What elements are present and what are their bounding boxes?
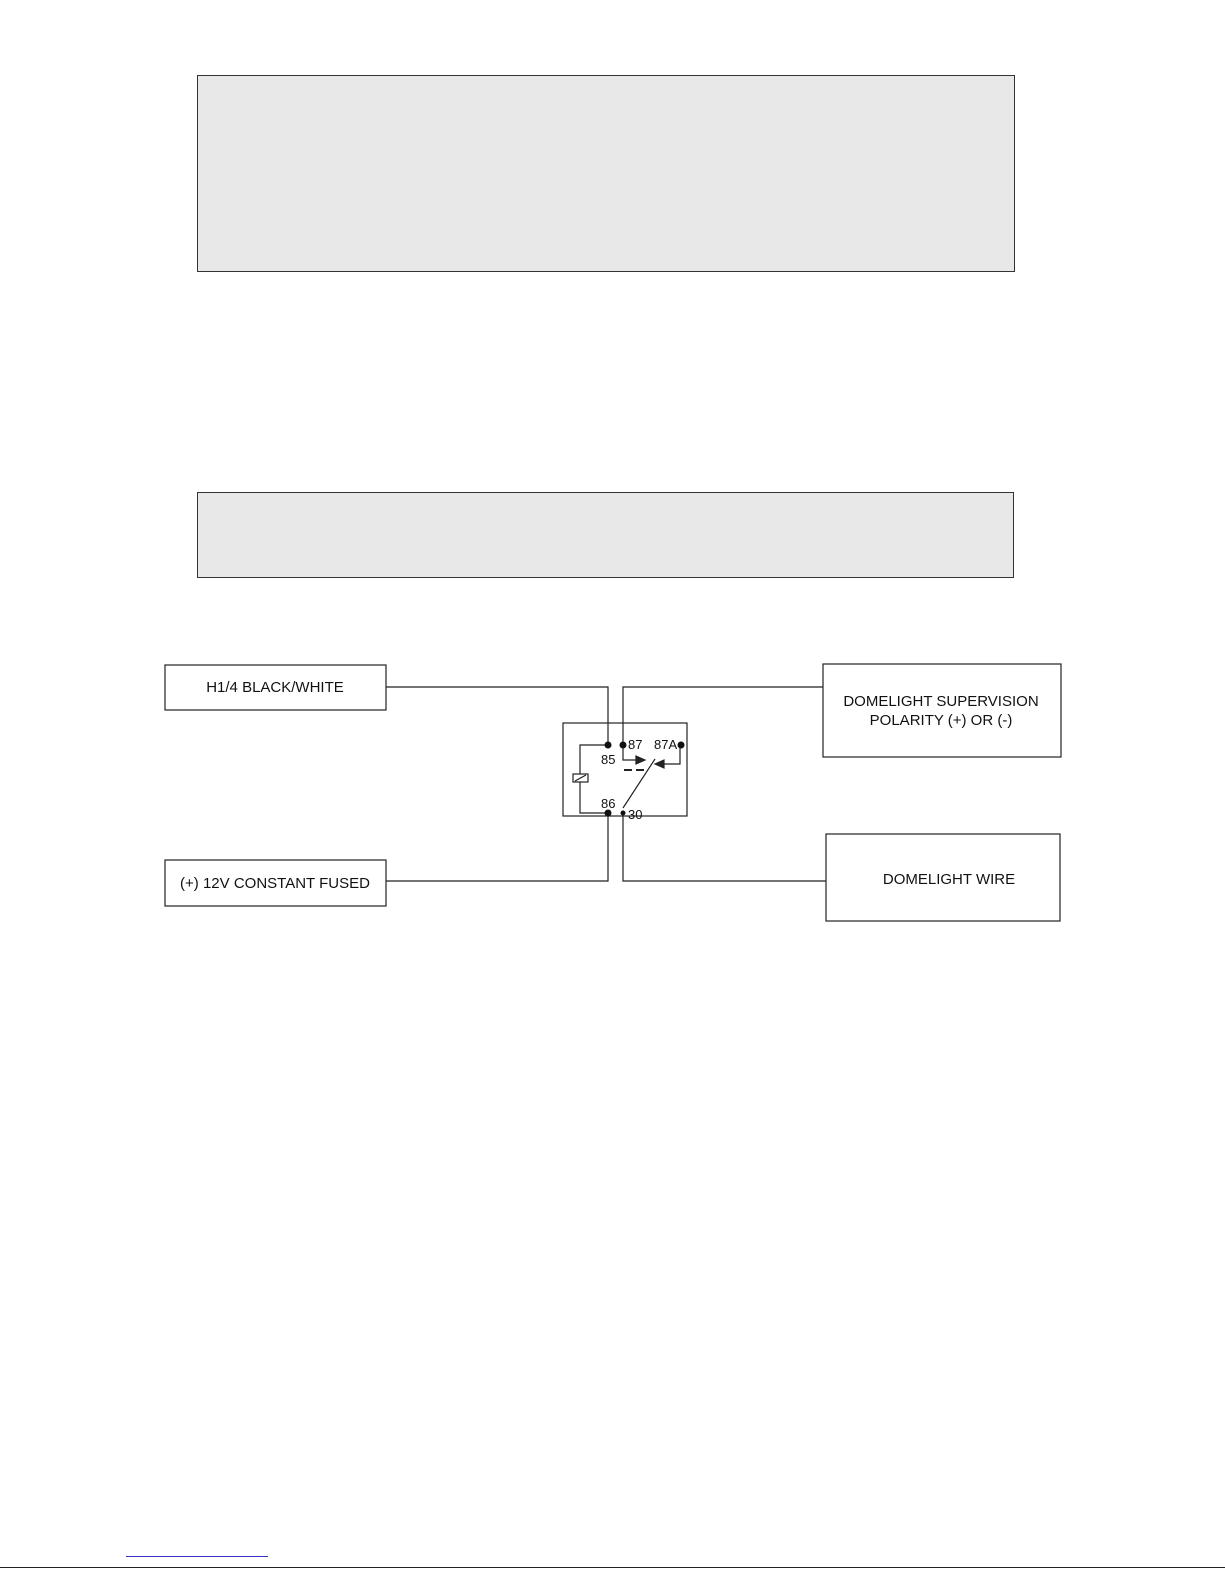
domelight-supervision-label-line1: DOMELIGHT SUPERVISION <box>843 693 1039 710</box>
domelight-wire-box <box>826 834 1060 921</box>
wire-trigger-to-85 <box>386 687 608 743</box>
relay-87a-arrow <box>655 760 664 768</box>
wire-power-to-86 <box>386 813 608 881</box>
power-input-label: (+) 12V CONSTANT FUSED <box>180 875 370 892</box>
wires <box>386 687 826 881</box>
relay-87-arrow <box>636 756 645 764</box>
pin-label-30: 30 <box>628 807 643 822</box>
wire-87-to-supervision <box>623 687 823 743</box>
footnote-link-underline[interactable] <box>126 1556 268 1557</box>
terminal-85-dot <box>605 742 612 749</box>
terminal-87-dot <box>620 742 627 749</box>
relay-terminals <box>605 742 685 817</box>
terminal-87a-dot <box>678 742 685 749</box>
footer-divider <box>0 1567 1225 1568</box>
pin-label-86: 86 <box>601 796 616 811</box>
relay-switch-arm <box>623 759 655 808</box>
terminal-30-dot <box>621 811 626 816</box>
domelight-supervision-box <box>823 664 1061 757</box>
domelight-wire-label: DOMELIGHT WIRE <box>882 871 1016 888</box>
pin-label-87: 87 <box>628 737 643 752</box>
domelight-supervision-label-line2: POLARITY (+) OR (-) <box>869 712 1013 729</box>
trigger-input-box <box>165 665 386 710</box>
pin-label-87a: 87A <box>654 737 678 752</box>
trigger-input-label: H1/4 BLACK/WHITE <box>206 679 344 696</box>
power-input-box <box>165 860 386 906</box>
wire-30-to-domelight <box>623 813 826 881</box>
pin-label-85: 85 <box>601 752 616 767</box>
